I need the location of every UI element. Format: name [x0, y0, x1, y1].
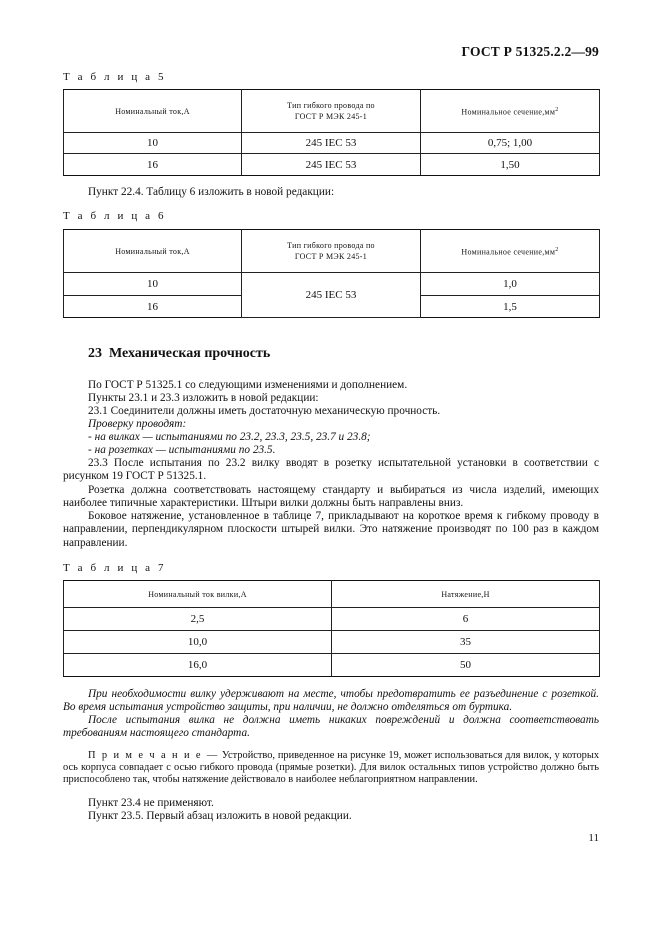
table5-header-section: Номинальное $сечение,мм^2$: [421, 90, 600, 133]
table5-cell: 0,75; 1,00: [421, 133, 600, 154]
table6-header-wire-type: Тип гибкого провода по ГОСТ Р МЭК 245-1: [242, 230, 421, 273]
paragraph: Пункты 23.1 и 23.3 изложить в новой редакции:: [88, 392, 319, 404]
table6-header-section: Номинальное $сечение,мм^2$: [421, 230, 600, 273]
table5-cell: 16: [64, 154, 242, 176]
table5-cell: 1,50: [421, 154, 600, 176]
note: [63, 750, 599, 787]
paragraph: 23.3 После испытания по 23.2 вилку вводят в розетку испытательной установки в соответствии с рисунком 19 ГОСТ Р 51325.1.: [63, 457, 599, 483]
table5-header-current: Номинальный ток,А: [64, 90, 242, 133]
table6-cell: 1,0: [421, 273, 600, 296]
page-number: 11: [588, 832, 599, 844]
table7-cell: 6: [332, 608, 600, 631]
table7-cell: 50: [332, 654, 600, 677]
paragraph: Розетка должна соответствовать настоящему стандарту и выбираться из числа изделий, имеющих наиболее типичные характеристики. Штыри вилки должны быть направлены вниз.: [63, 484, 599, 510]
note-text: Устройство, приведенное на рисунке 19, может использоваться для вилок, у которых ось корпуса совпадает с осью гибкого провода (прямые розетки). Для вилок остальных типов устройство должно быть приспособлено так, чтобы натяжение действовало в наиболее неблагоприятном направлении.: [63, 750, 600, 786]
table5-cell: 10: [64, 133, 242, 154]
table6-cell: 1,5: [421, 296, 600, 318]
table7-cell: 2,5: [64, 608, 332, 631]
table6: [63, 229, 600, 318]
paragraph: 23.1 Соединители должны иметь достаточную механическую прочность.: [88, 405, 441, 417]
table7-header-tension: Натяжение,Н: [332, 581, 600, 608]
table5-cell: 245 IEC 53: [242, 154, 421, 176]
table5: [63, 89, 600, 176]
section-title: Механическая прочность: [109, 346, 271, 361]
table5-cell: 245 IEC 53: [242, 133, 421, 154]
table6-cell: 10: [64, 273, 242, 296]
table7-cell: 35: [332, 631, 600, 654]
section-number: 23: [88, 346, 102, 361]
section-heading: [88, 346, 270, 362]
paragraph-italic: После испытания вилка не должна иметь никаких повреждений и должна соответствовать требованиям настоящего стандарта.: [63, 714, 599, 740]
paragraph: По ГОСТ Р 51325.1 со следующими изменениями и дополнением.: [88, 379, 408, 391]
table7-cell: 10,0: [64, 631, 332, 654]
table6-caption: Т а б л и ц а 6: [63, 210, 167, 222]
table7-cell: 16,0: [64, 654, 332, 677]
table7: [63, 580, 600, 677]
paragraph-22-4: Пункт 22.4. Таблицу 6 изложить в новой редакции:: [88, 186, 335, 198]
table6-header-current: Номинальный ток,А: [64, 230, 242, 273]
note-label: П р и м е ч а н и е —: [88, 750, 220, 761]
paragraph-italic: Проверку проводят:: [88, 418, 187, 430]
paragraph: Пункт 23.4 не применяют.: [88, 797, 214, 809]
paragraph-italic: При необходимости вилку удерживают на месте, чтобы предотвратить ее разъединение с розеткой. Во время испытания устройство защиты, при наличии, не должно отделяться от буртика.: [63, 688, 599, 714]
document-header: ГОСТ Р 51325.2.2—99: [461, 44, 599, 59]
table5-caption: Т а б л и ц а 5: [63, 71, 167, 83]
table7-caption: Т а б л и ц а 7: [63, 562, 167, 574]
paragraph-italic: - на вилках — испытаниями по 23.2, 23.3, 23.5, 23.7 и 23.8;: [88, 431, 371, 443]
table6-cell: 16: [64, 296, 242, 318]
table5-header-wire-type: Тип гибкого провода по ГОСТ Р МЭК 245-1: [242, 90, 421, 133]
table7-header-current: Номинальный ток вилки,А: [64, 581, 332, 608]
paragraph-italic: - на розетках — испытаниями по 23.5.: [88, 444, 276, 456]
paragraph: Пункт 23.5. Первый абзац изложить в новой редакции.: [88, 810, 352, 822]
paragraph: Боковое натяжение, установленное в таблице 7, прикладывают на короткое время к гибкому проводу в направлении, перпендикулярном плоскости штырей вилки. Это натяжение производят по 100 раз в каждом направлении.: [63, 510, 599, 549]
table6-merged-type: 245 IEC 53: [242, 273, 421, 318]
